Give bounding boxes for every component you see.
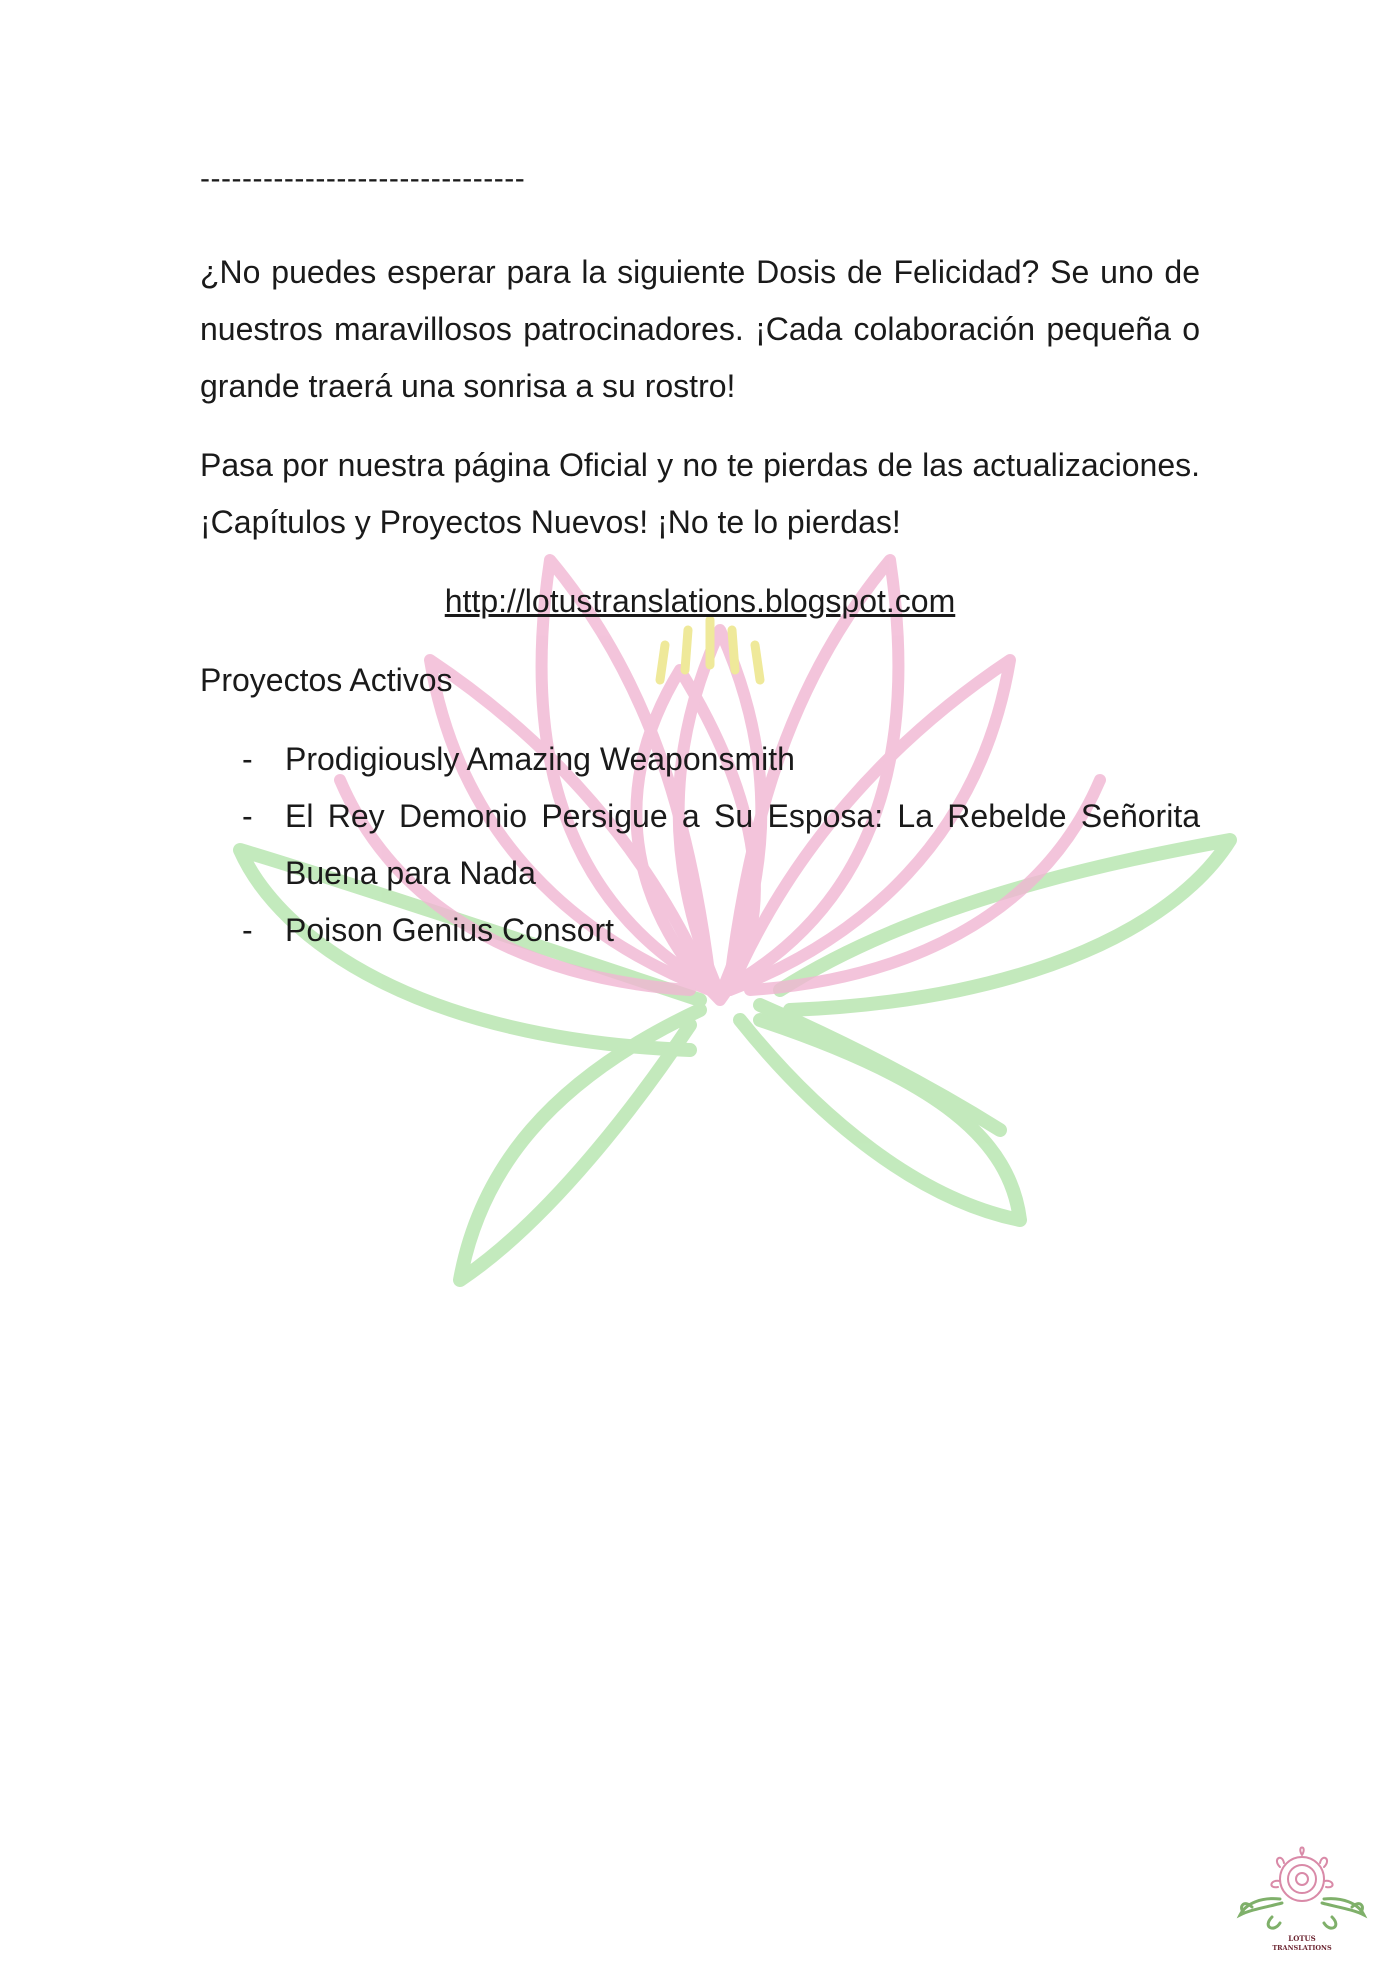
link-line: [200, 573, 1200, 630]
project-item: [200, 788, 1200, 902]
logo-text-line2: TRANSLATIONS: [1272, 1944, 1332, 1952]
list-dash: -: [242, 798, 253, 834]
lotus-translations-logo-icon: [1232, 1837, 1372, 1957]
page-content: [200, 160, 1200, 959]
projects-heading: Proyectos Activos: [200, 662, 453, 698]
official-page-paragraph: Pasa por nuestra página Oficial y no te pierdas de las actualizaciones. ¡Capítulos y Proyectos Nuevos! ¡No te lo pierdas!: [200, 447, 1200, 540]
separator-line: -------------------------------: [200, 162, 526, 195]
sponsor-paragraph: ¿No puedes esperar para la siguiente Dosis de Felicidad? Se uno de nuestros maravillosos patrocinadores. ¡Cada colaboración pequeña o grande traerá una sonrisa a su rostro!: [200, 254, 1200, 404]
list-dash: -: [242, 912, 253, 948]
project-title: Prodigiously Amazing Weaponsmith: [285, 741, 795, 777]
project-title: El Rey Demonio Persigue a Su Esposa: La Rebelde Señorita Buena para Nada: [285, 798, 1200, 891]
project-item: [200, 902, 1200, 959]
list-dash: -: [242, 741, 253, 777]
logo-text-line1: LOTUS: [1288, 1934, 1316, 1943]
project-item: [200, 731, 1200, 788]
projects-list: [200, 731, 1200, 959]
project-title: Poison Genius Consort: [285, 912, 615, 948]
blog-link[interactable]: http://lotustranslations.blogspot.com: [444, 583, 956, 619]
